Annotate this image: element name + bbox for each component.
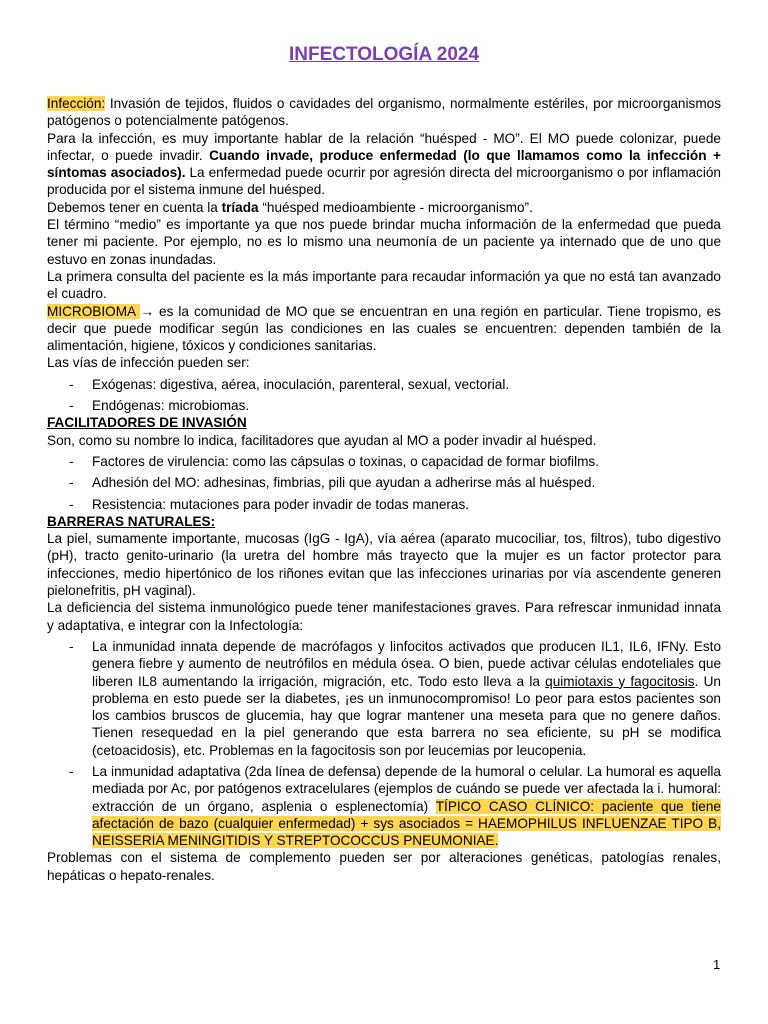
paragraph-infeccion	[47, 95, 721, 130]
paragraph-vias: Las vías de infección pueden ser:	[47, 355, 250, 371]
section-heading-facilitadores: FACILITADORES DE INVASIÓN	[47, 415, 247, 431]
list-item: - Endógenas: microbiomas.	[47, 397, 721, 414]
paragraph-text: Debemos tener en cuenta la	[47, 199, 222, 215]
paragraph-text: → es la comunidad de MO que se encuentran en una región en particular. Tiene tropismo, es decir que puede modificar según las condiciones en las cuales se encuentren: dependen también de la alimentación, higiene, tóxicos y condiciones sanitarias.	[47, 303, 721, 354]
list-item-adaptativa	[47, 763, 721, 849]
paragraph-facilitadores: Son, como su nombre lo indica, facilitadores que ayudan al MO a poder invadir al huésped.	[47, 432, 597, 448]
paragraph-consulta: La primera consulta del paciente es la más importante para recaudar información ya que no está tan avanzado el cuadro.	[47, 268, 721, 302]
paragraph-text: “huésped medioambiente - microorganismo”.	[258, 199, 533, 215]
bold-text: Cuando invade, produce enfermedad (lo que llamamos como la infección + síntomas asociados).	[47, 147, 721, 181]
highlight-infeccion: Infección:	[47, 96, 106, 111]
paragraph-triada	[47, 199, 721, 216]
paragraph-medio: El término “medio” es importante ya que nos puede brindar mucha información de la enfermedad que pueda tener mi paciente. Por ejemplo, no es lo mismo una neumonía de un paciente ya internado que de uno que estuvo en zonas inundadas.	[47, 217, 721, 267]
list-item-innata	[47, 638, 721, 759]
paragraph-text: La enfermedad puede ocurrir por agresión directa del microorganismo o por inflamación producida por el sistema inmune del huésped.	[47, 165, 721, 198]
page-title: INFECTOLOGÍA 2024	[288, 44, 480, 65]
bold-text: tríada	[221, 199, 259, 215]
section-heading-barreras: BARRERAS NATURALES:	[47, 513, 216, 529]
list-inmunidad	[47, 638, 721, 850]
list-facilitadores	[47, 453, 721, 513]
paragraph-text: Invasión de tejidos, fluidos o cavidades del organismo, normalmente estériles, por microorganismos patógenos o potencialmente patógenos.	[47, 96, 721, 129]
paragraph-relacion	[47, 130, 721, 199]
paragraph-microbioma	[47, 303, 721, 355]
list-vias	[47, 376, 721, 415]
underlined-text: quimiotaxis y fagocitosis	[545, 673, 695, 689]
paragraph-text: La inmunidad innata depende de macrófagos y linfocitos activados que producen IL1, IL6, IFNy. Esto genera fiebre y aumento de neutrófilos en médula ósea. O bien, puede activar células endoteliales que liberen IL8 aumentando la irrigación, migración, etc. Todo esto lleva a la	[92, 638, 721, 689]
paragraph-text: . Un problema en esto puede ser la diabetes, ¡es un inmunocompromiso! Lo peor para estos pacientes son los cambios bruscos de glucemia, hay que lograr mantener una meseta para que no genere daños. Tienen resequedad en la piel generando que esta barrera no sea eficiente, su pH se modifica (cetoacidosis), etc. Problemas en la fagocitosis son por leucemias por leucopenia.	[92, 673, 721, 758]
highlight-caso-clinico: TÍPICO CASO CLÍNICO: paciente que tiene afectación de bazo (cualquier enfermedad) + sys asociados = HAEMOPHILUS INFLUENZAE TIPO B, NEISSERIA MENINGITIDIS Y STREPTOCOCCUS PNEUMONIAE.	[92, 798, 721, 849]
list-item: - Adhesión del MO: adhesinas, fimbrias, pili que ayudan a adherirse más al huésped.	[47, 474, 721, 491]
highlight-microbioma: MICROBIOMA	[47, 303, 141, 319]
paragraph-deficiencia: La deficiencia del sistema inmunológico puede tener manifestaciones graves. Para refrescar inmunidad innata y adaptativa, e integrar con la Infectología:	[47, 600, 721, 633]
paragraph-text: Para la infección, es muy importante hablar de la relación “huésped - MO”. El MO puede colonizar, puede infectar, o puede invadir.	[47, 130, 721, 163]
document-body	[47, 95, 721, 884]
list-item: - Factores de virulencia: como las cápsulas o toxinas, o capacidad de formar biofilms.	[47, 453, 721, 470]
list-item: - Resistencia: mutaciones para poder invadir de todas maneras.	[47, 496, 721, 513]
paragraph-barreras: La piel, sumamente importante, mucosas (IgG - IgA), vía aérea (aparato mucociliar, tos, filtros), tubo digestivo (pH), tracto genito-urinario (la uretra del hombre más trayecto que la mujer es un factor protector para infecciones, medio hipertónico de los riñones evitan que las infecciones urinarias por vía ascendente generen pielonefritis, pH vaginal).	[47, 531, 721, 599]
paragraph-complemento: Problemas con el sistema de complemento pueden ser por alteraciones genéticas, patologías renales, hepáticas o hepato-renales.	[47, 850, 721, 883]
page-number: 1	[713, 957, 721, 972]
list-item: - Exógenas: digestiva, aérea, inoculación, parenteral, sexual, vectorial.	[47, 376, 721, 393]
paragraph-text: La inmunidad adaptativa (2da línea de defensa) depende de la humoral o celular. La humoral es aquella mediada por Ac, por patógenos extracelulares (ejemplos de cuándo se puede ver afectada la i. humoral: extracción de un órgano, asplenia o esplenectomía)	[92, 763, 721, 814]
